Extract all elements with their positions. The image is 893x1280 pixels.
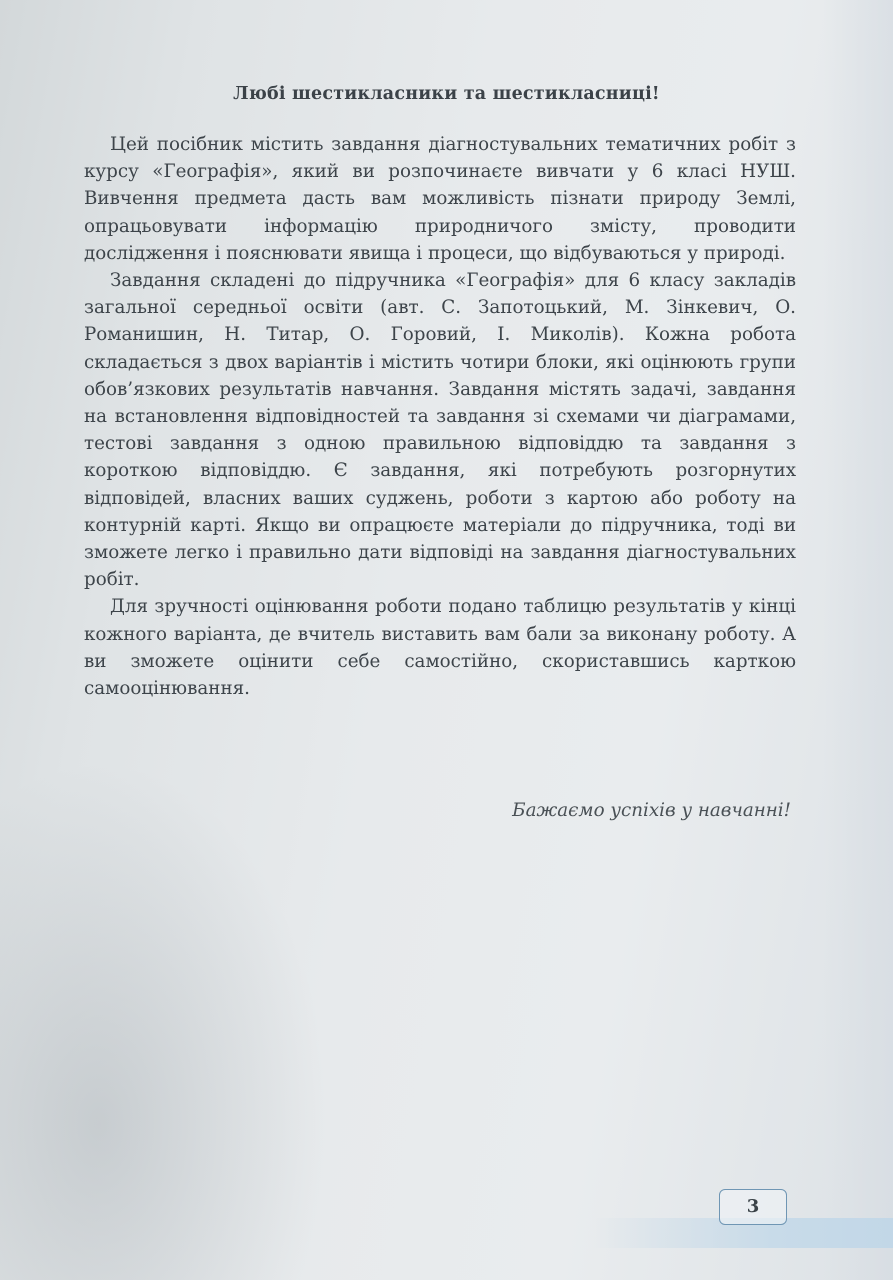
page-number-badge: 3 (719, 1189, 787, 1225)
page-edge-shade (823, 0, 893, 1280)
paragraph-tasks: Завдання складені до підручника «Географія» для 6 класу закладів загальної середньої освіти (авт. С. Запотоцький, М. Зінкевич, О. Романишин, Н. Титар, О. Горовий, І. Миколів). Кожна робота складається з двох варіантів і містить чотири блоки, які оцінюють групи обов’язкових результатів навчання. Завдання містять задачі, завдання на встановлення відповідностей та завдання зі схемами чи діаграмами, тестові завдання з одною правильною відповіддю та завдання з короткою відповіддю. Є завдання, які потребують розгорнутих відповідей, власних ваших суджень, роботи з картою або роботу на контурній карті. Якщо ви опрацюєте матеріали до підручника, тоді ви зможете легко і правильно дати відповіді на завдання діагностувальних робіт. (84, 270, 796, 591)
page-heading: Любі шестикласники та шестикласниці! (233, 84, 660, 104)
shadow-overlay (0, 760, 330, 1280)
paragraph-assessment: Для зручності оцінювання роботи подано таблицю результатів у кінці кожного варіанта, де вчитель виставить вам бали за виконану роботу. А ви зможете оцінити себе самостійно, скориставшись карткою самооцінювання. (84, 596, 796, 700)
body-text (84, 131, 796, 702)
signoff-wish: Бажаємо успіхів у навчанні! (512, 800, 791, 821)
paragraph-intro: Цей посібник містить завдання діагностувальних тематичних робіт з курсу «Географія», який ви розпочинаєте вивчати у 6 класі НУШ. Вивчення предмета дасть вам можливість пізнати природу Землі, опрацьовувати інформацію природничого змісту, проводити дослідження і пояснювати явища і процеси, що відбуваються у природі. (84, 134, 796, 264)
